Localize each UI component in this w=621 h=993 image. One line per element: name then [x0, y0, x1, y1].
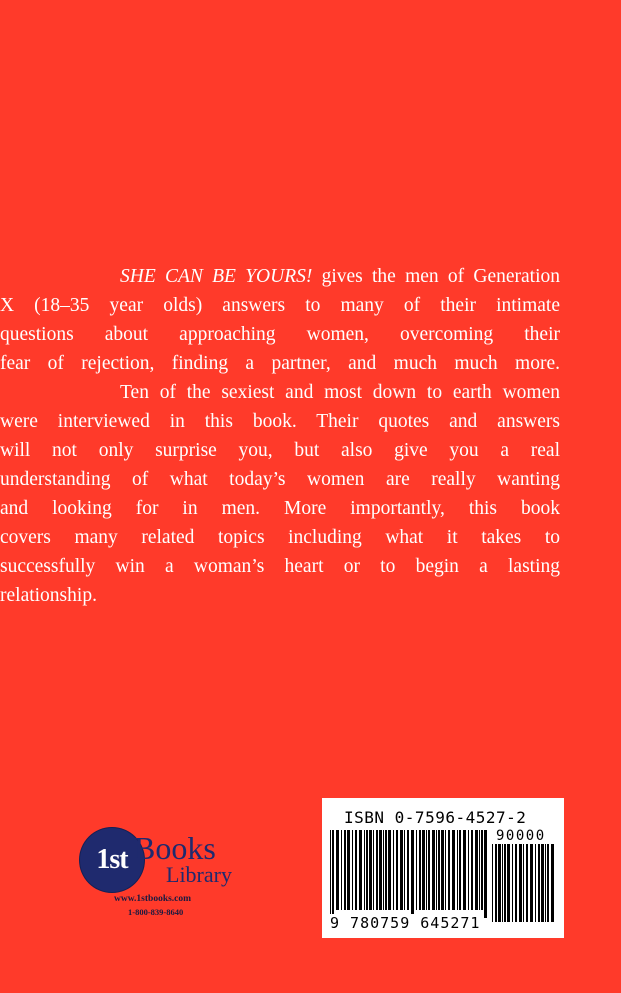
- barcode-bar: [515, 844, 517, 922]
- barcode-bar: [481, 830, 483, 910]
- barcode-panel: [322, 798, 564, 938]
- blurb-line-3: questions about approaching women, overcoming their: [0, 324, 560, 345]
- barcode-bar: [407, 830, 409, 910]
- barcode-bar: [551, 844, 554, 922]
- back-cover-blurb: [0, 262, 560, 610]
- logo-books-text: Books: [134, 830, 216, 866]
- barcode-bar: [468, 830, 469, 910]
- barcode-bar: [426, 830, 427, 910]
- barcode-bar: [471, 830, 473, 910]
- barcode-bar: [388, 830, 391, 910]
- barcode-bar: [452, 830, 455, 910]
- publisher-url: www.1stbooks.com: [114, 894, 192, 904]
- ean-barcode: [330, 830, 490, 920]
- barcode-bar: [535, 844, 536, 922]
- logo-library-text: Library: [166, 862, 232, 887]
- barcode-bar: [383, 830, 384, 910]
- barcode-bar: [336, 830, 339, 910]
- blurb-line-9: and looking for in men. More importantly, this book: [0, 498, 560, 519]
- barcode-bar: [364, 830, 365, 910]
- barcode-bar: [484, 830, 487, 918]
- barcode-bar: [355, 830, 357, 910]
- barcode-bar: [416, 830, 417, 910]
- addon-barcode: [492, 844, 554, 924]
- barcode-bar: [448, 830, 450, 910]
- barcode-bar: [436, 830, 437, 910]
- publisher-logo: [78, 822, 238, 932]
- barcode-bar: [495, 844, 497, 922]
- barcode-bar: [523, 844, 524, 922]
- barcode-bar: [373, 830, 374, 910]
- barcode-bar: [445, 830, 446, 910]
- blurb-line-6: were interviewed in this book. Their quotes and answers: [0, 411, 560, 432]
- barcode-bar: [369, 830, 372, 910]
- barcode-bar: [385, 830, 387, 910]
- blurb-line-7: will not only surprise you, but also give you a real: [0, 440, 560, 461]
- barcode-bar: [512, 844, 513, 922]
- barcode-bar: [479, 830, 480, 910]
- barcode-bar: [459, 830, 461, 910]
- barcode-bar: [352, 830, 353, 910]
- ean-number: 9 780759 645271: [330, 914, 481, 932]
- barcode-bar: [457, 830, 458, 910]
- barcode-bar: [411, 830, 414, 918]
- barcode-bar: [379, 830, 382, 910]
- book-title: SHE CAN BE YOURS!: [120, 266, 313, 287]
- blurb-line-2: X (18–35 year olds) answers to many of their intimate: [0, 295, 560, 316]
- barcode-bar: [492, 844, 493, 922]
- barcode-bar: [404, 830, 405, 910]
- barcode-bar: [422, 830, 425, 910]
- barcode-bar: [376, 830, 378, 910]
- barcode-bar: [498, 844, 501, 922]
- barcode-bar: [475, 830, 478, 910]
- barcode-bar: [332, 830, 334, 918]
- barcode-bar: [438, 830, 440, 910]
- barcode-bar: [538, 844, 540, 922]
- barcode-bar: [428, 830, 430, 910]
- barcode-bar: [393, 830, 394, 910]
- blurb-line-4: fear of rejection, finding a partner, and much much more.: [0, 353, 560, 374]
- barcode-bar: [400, 830, 403, 910]
- barcode-bar: [441, 830, 444, 910]
- barcode-bar: [530, 844, 533, 922]
- barcode-bar: [519, 844, 522, 922]
- logo-mark: 1st: [96, 844, 128, 875]
- barcode-bar: [526, 844, 528, 922]
- barcode-bar: [419, 830, 421, 910]
- barcode-bar: [547, 844, 549, 922]
- barcode-bar: [341, 830, 342, 910]
- blurb-line-10: covers many related topics including what it takes to: [0, 527, 560, 548]
- barcode-bar: [541, 844, 544, 922]
- blurb-line-1: SHE CAN BE YOURS! gives the men of Generation: [120, 266, 560, 287]
- barcode-bar: [347, 830, 350, 910]
- addon-number: 90000: [496, 828, 546, 844]
- barcode-bar: [507, 844, 510, 922]
- barcode-bar: [545, 844, 546, 922]
- blurb-line-8: understanding of what today’s women are really wanting: [0, 469, 560, 490]
- blurb-line-11: successfully win a woman’s heart or to begin a lasting: [0, 556, 560, 577]
- barcode-bar: [366, 830, 368, 910]
- barcode-bar: [344, 830, 346, 910]
- barcode-bar: [359, 830, 362, 910]
- blurb-line-5: Ten of the sexiest and most down to earth women: [120, 382, 560, 403]
- barcode-bar: [463, 830, 466, 910]
- barcode-bar: [502, 844, 503, 922]
- barcode-bar: [330, 830, 331, 918]
- barcode-bar: [432, 830, 435, 910]
- barcode-bar: [504, 844, 506, 922]
- blurb-line-12: relationship.: [0, 585, 97, 606]
- isbn-label: ISBN 0-7596-4527-2: [344, 808, 527, 827]
- publisher-phone: 1-800-839-8640: [128, 907, 184, 917]
- barcode-bar: [396, 830, 398, 910]
